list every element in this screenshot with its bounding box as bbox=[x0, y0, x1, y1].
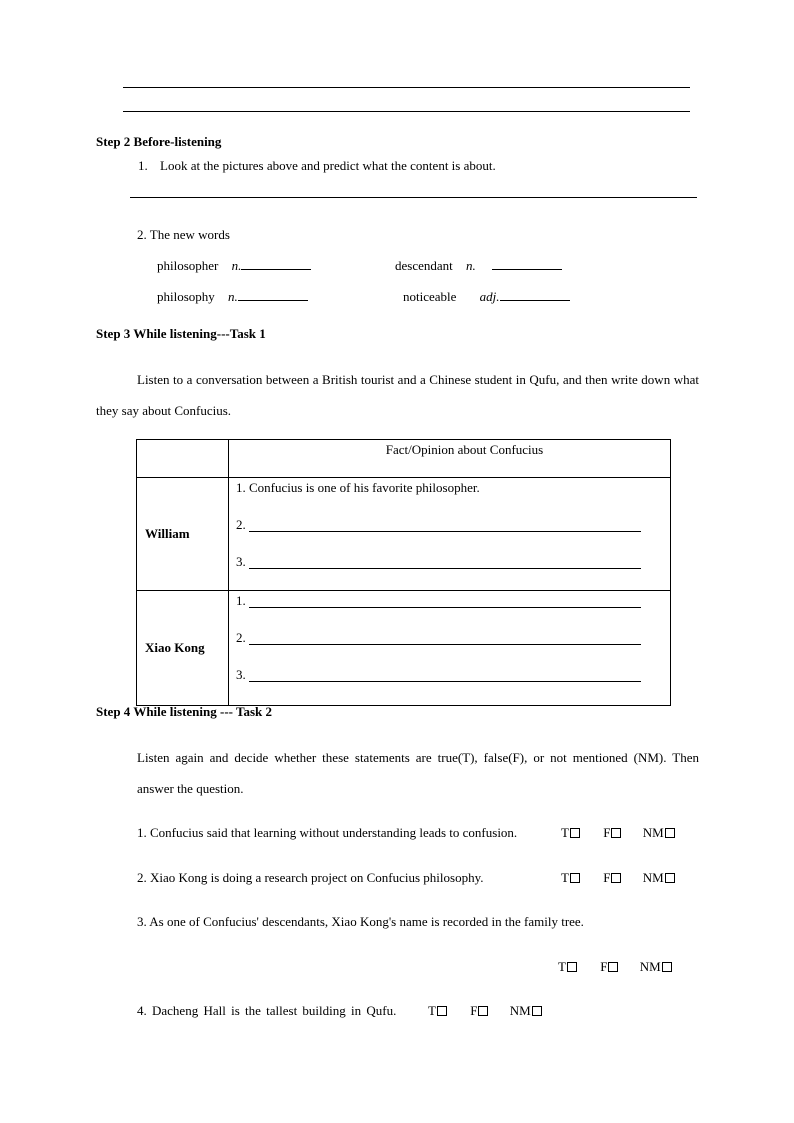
tf-options bbox=[561, 870, 675, 886]
statement: 1. Confucius said that learning without understanding leads to confusion. bbox=[137, 825, 518, 840]
word-text: philosopher bbox=[157, 258, 219, 273]
tf-options bbox=[428, 1003, 542, 1019]
step2-q2-title: 2. The new words bbox=[137, 227, 230, 242]
tf-options bbox=[561, 825, 675, 841]
word-pos: adj. bbox=[479, 289, 500, 304]
answer-line[interactable] bbox=[130, 197, 697, 198]
table-item: 1. Confucius is one of his favorite philosopher. bbox=[236, 480, 480, 495]
option-false[interactable]: F bbox=[603, 870, 621, 886]
table-header: Fact/Opinion about Confucius bbox=[385, 442, 544, 457]
option-true[interactable]: T bbox=[428, 1003, 447, 1019]
table-header-cell bbox=[229, 440, 671, 478]
word-text: descendant bbox=[395, 258, 453, 273]
checkbox-icon[interactable] bbox=[611, 873, 621, 883]
table-item-number: 3. bbox=[236, 667, 246, 682]
table-item-number: 1. bbox=[236, 593, 246, 608]
table-item-number: 2. bbox=[236, 517, 246, 532]
word-text: noticeable bbox=[403, 289, 457, 304]
answers-cell bbox=[229, 478, 671, 591]
answers-cell bbox=[229, 591, 671, 706]
step2-q1-number: 1. bbox=[138, 158, 148, 173]
option-not-mentioned[interactable]: NM bbox=[640, 959, 672, 975]
speaker-name: Xiao Kong bbox=[145, 640, 205, 655]
statement: 4. Dacheng Hall is the tallest building in Qufu. bbox=[137, 1003, 397, 1018]
answer-line[interactable] bbox=[249, 681, 641, 682]
word-blank[interactable] bbox=[500, 289, 570, 301]
option-not-mentioned[interactable]: NM bbox=[510, 1003, 542, 1019]
checkbox-icon[interactable] bbox=[437, 1006, 447, 1016]
word-pos: n. bbox=[231, 258, 242, 273]
speaker-name: William bbox=[145, 526, 190, 541]
option-not-mentioned[interactable]: NM bbox=[643, 870, 675, 886]
option-true[interactable]: T bbox=[561, 825, 580, 841]
step3-instruction: Listen to a conversation between a British tourist and a Chinese student in Qufu, and then write down what they say about Confucius. bbox=[96, 372, 699, 418]
word-text: philosophy bbox=[157, 289, 215, 304]
word-item bbox=[157, 258, 311, 274]
checkbox-icon[interactable] bbox=[662, 962, 672, 972]
checkbox-icon[interactable] bbox=[478, 1006, 488, 1016]
word-item bbox=[395, 258, 562, 274]
tf-options bbox=[558, 959, 672, 975]
option-not-mentioned[interactable]: NM bbox=[643, 825, 675, 841]
step2-q1-text: Look at the pictures above and predict what the content is about. bbox=[160, 158, 496, 173]
answer-line[interactable] bbox=[249, 607, 641, 608]
step3-title: Step 3 While listening---Task 1 bbox=[96, 326, 266, 341]
step2-title: Step 2 Before-listening bbox=[96, 134, 222, 149]
task1-table bbox=[136, 439, 671, 706]
option-false[interactable]: F bbox=[603, 825, 621, 841]
table-item-number: 2. bbox=[236, 630, 246, 645]
answer-line[interactable] bbox=[249, 531, 641, 532]
statement: 3. As one of Confucius' descendants, Xiao Kong's name is recorded in the family tree. bbox=[137, 914, 584, 929]
word-blank[interactable] bbox=[238, 289, 308, 301]
speaker-cell bbox=[137, 591, 229, 706]
word-pos: n. bbox=[228, 289, 238, 304]
word-blank[interactable] bbox=[492, 258, 562, 270]
step4-instruction: Listen again and decide whether these statements are true(T), false(F), or not mentioned (NM). Then answer the question. bbox=[137, 750, 699, 796]
step4-title: Step 4 While listening --- Task 2 bbox=[96, 704, 273, 719]
table-item-number: 3. bbox=[236, 554, 246, 569]
answer-line[interactable] bbox=[123, 111, 690, 112]
answer-line[interactable] bbox=[123, 87, 690, 88]
word-blank[interactable] bbox=[241, 258, 311, 270]
word-pos: n. bbox=[466, 258, 476, 273]
checkbox-icon[interactable] bbox=[608, 962, 618, 972]
answer-line[interactable] bbox=[249, 568, 641, 569]
checkbox-icon[interactable] bbox=[665, 873, 675, 883]
option-false[interactable]: F bbox=[470, 1003, 488, 1019]
option-true[interactable]: T bbox=[558, 959, 577, 975]
option-true[interactable]: T bbox=[561, 870, 580, 886]
answer-line[interactable] bbox=[249, 644, 641, 645]
checkbox-icon[interactable] bbox=[665, 828, 675, 838]
table-corner-cell bbox=[137, 440, 229, 478]
checkbox-icon[interactable] bbox=[611, 828, 621, 838]
checkbox-icon[interactable] bbox=[532, 1006, 542, 1016]
word-item bbox=[403, 289, 570, 305]
word-item bbox=[157, 289, 308, 305]
speaker-cell bbox=[137, 478, 229, 591]
checkbox-icon[interactable] bbox=[567, 962, 577, 972]
checkbox-icon[interactable] bbox=[570, 873, 580, 883]
statement: 2. Xiao Kong is doing a research project on Confucius philosophy. bbox=[137, 870, 484, 885]
checkbox-icon[interactable] bbox=[570, 828, 580, 838]
option-false[interactable]: F bbox=[600, 959, 618, 975]
